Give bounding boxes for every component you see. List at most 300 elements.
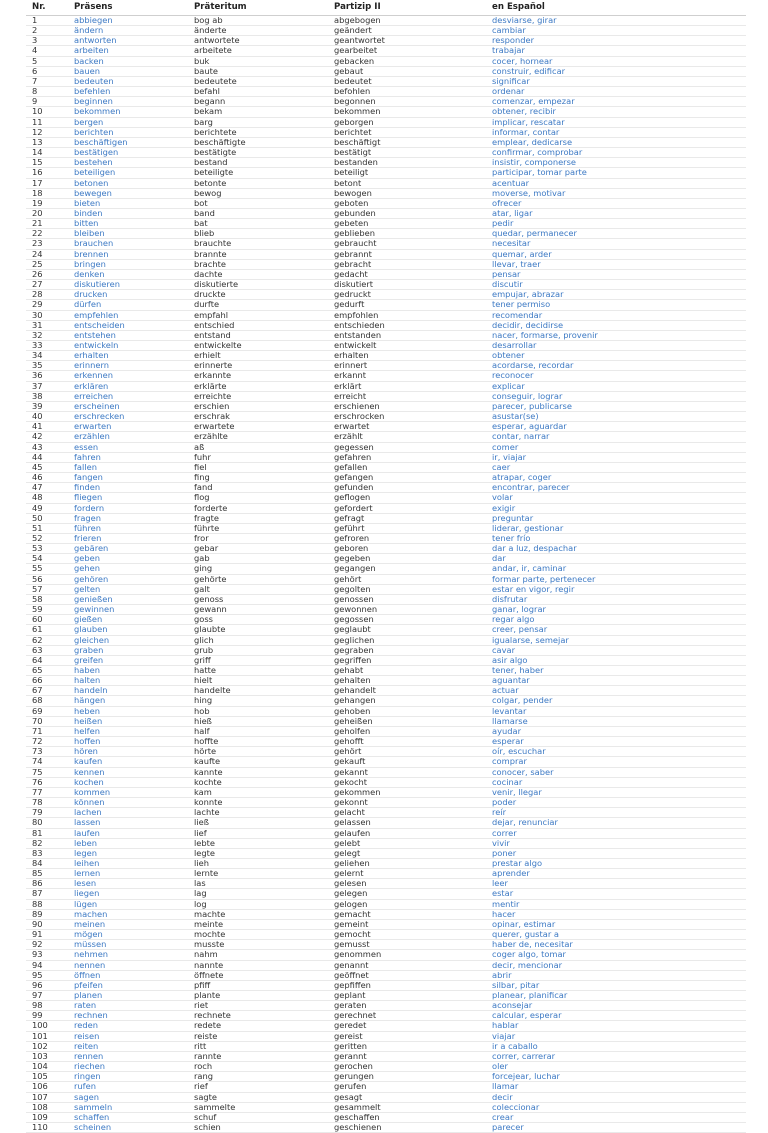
verb-praesens-link[interactable]: fordern — [68, 503, 188, 513]
verb-praesens-link[interactable]: lernen — [68, 869, 188, 879]
verb-praeteritum: mochte — [188, 930, 328, 940]
verb-praesens-link[interactable]: schaffen — [68, 1112, 188, 1122]
verb-translation-link[interactable]: querer, gustar a — [486, 930, 746, 940]
verb-praesens-link[interactable]: betonen — [68, 178, 188, 188]
verb-translation-link[interactable]: asir algo — [486, 655, 746, 665]
verb-praesens-link[interactable]: heißen — [68, 716, 188, 726]
verb-translation-link[interactable]: tener, haber — [486, 666, 746, 676]
verb-praesens-link[interactable]: brauchen — [68, 239, 188, 249]
row-number: 91 — [26, 930, 68, 940]
verb-translation-link[interactable]: recomendar — [486, 310, 746, 320]
verb-translation-link[interactable]: calcular, esperar — [486, 1011, 746, 1021]
verb-table — [26, 0, 746, 1133]
verb-translation-link[interactable]: atrapar, coger — [486, 473, 746, 483]
verb-translation-link[interactable]: abrir — [486, 970, 746, 980]
verb-translation-link[interactable]: ordenar — [486, 87, 746, 97]
verb-translation-link[interactable]: explicar — [486, 381, 746, 391]
verb-praeteritum: druckte — [188, 290, 328, 300]
verb-praesens-link[interactable]: hören — [68, 747, 188, 757]
verb-partizip: gerannt — [328, 1051, 486, 1061]
verb-praesens-link[interactable]: finden — [68, 483, 188, 493]
verb-translation-link[interactable]: poder — [486, 798, 746, 808]
verb-praesens-link[interactable]: diskutieren — [68, 280, 188, 290]
verb-praesens-link[interactable]: erschrecken — [68, 412, 188, 422]
row-number: 63 — [26, 645, 68, 655]
verb-translation-link[interactable]: aguantar — [486, 676, 746, 686]
verb-praesens-link[interactable]: bringen — [68, 259, 188, 269]
verb-translation-link[interactable]: llamarse — [486, 716, 746, 726]
verb-praesens-link[interactable]: müssen — [68, 940, 188, 950]
verb-praesens-link[interactable]: rennen — [68, 1051, 188, 1061]
verb-translation-link[interactable]: vivir — [486, 838, 746, 848]
verb-translation-link[interactable]: ayudar — [486, 726, 746, 736]
verb-praesens-link[interactable]: fragen — [68, 513, 188, 523]
verb-translation-link[interactable]: viajar — [486, 1031, 746, 1041]
verb-praesens-link[interactable]: bestätigen — [68, 148, 188, 158]
verb-praesens-link[interactable]: laufen — [68, 828, 188, 838]
table-row — [26, 655, 746, 665]
verb-translation-link[interactable]: cocinar — [486, 777, 746, 787]
verb-praeteritum: roch — [188, 1062, 328, 1072]
verb-praesens-link[interactable]: bewegen — [68, 188, 188, 198]
verb-praesens-link[interactable]: greifen — [68, 655, 188, 665]
verb-praesens-link[interactable]: erscheinen — [68, 401, 188, 411]
verb-translation-link[interactable]: dar a luz, despachar — [486, 544, 746, 554]
verb-translation-link[interactable]: estar en vigor, regir — [486, 584, 746, 594]
verb-translation-link[interactable]: asustar(se) — [486, 412, 746, 422]
verb-partizip: geändert — [328, 26, 486, 36]
verb-praeteritum: griff — [188, 655, 328, 665]
verb-translation-link[interactable]: regar algo — [486, 615, 746, 625]
verb-partizip: gemeint — [328, 919, 486, 929]
verb-translation-link[interactable]: cocer, hornear — [486, 56, 746, 66]
verb-praesens-link[interactable]: erklären — [68, 381, 188, 391]
verb-praesens-link[interactable]: bekommen — [68, 107, 188, 117]
verb-praesens-link[interactable]: kochen — [68, 777, 188, 787]
verb-translation-link[interactable]: hablar — [486, 1021, 746, 1031]
table-row — [26, 422, 746, 432]
verb-translation-link[interactable]: emplear, dedicarse — [486, 137, 746, 147]
row-number: 3 — [26, 36, 68, 46]
verb-translation-link[interactable]: caer — [486, 462, 746, 472]
verb-translation-link[interactable]: responder — [486, 36, 746, 46]
verb-translation-link[interactable]: significar — [486, 76, 746, 86]
verb-praeteritum: glich — [188, 635, 328, 645]
verb-translation-link[interactable]: pensar — [486, 269, 746, 279]
table-row — [26, 960, 746, 970]
verb-translation-link[interactable]: contar, narrar — [486, 432, 746, 442]
verb-translation-link[interactable]: crear — [486, 1112, 746, 1122]
verb-praeteritum: kam — [188, 787, 328, 797]
verb-translation-link[interactable]: opinar, estimar — [486, 919, 746, 929]
row-number: 62 — [26, 635, 68, 645]
verb-praesens-link[interactable]: gießen — [68, 615, 188, 625]
verb-praesens-link[interactable]: erzählen — [68, 432, 188, 442]
verb-partizip: gemusst — [328, 940, 486, 950]
verb-translation-link[interactable]: actuar — [486, 686, 746, 696]
verb-praeteritum: antwortete — [188, 36, 328, 46]
verb-praesens-link[interactable]: bitten — [68, 219, 188, 229]
verb-praesens-link[interactable]: handeln — [68, 686, 188, 696]
verb-praesens-link[interactable]: erreichen — [68, 391, 188, 401]
verb-praesens-link[interactable]: drucken — [68, 290, 188, 300]
verb-praesens-link[interactable]: lügen — [68, 899, 188, 909]
verb-praesens-link[interactable]: meinen — [68, 919, 188, 929]
verb-praesens-link[interactable]: lachen — [68, 808, 188, 818]
verb-praesens-link[interactable]: beteiligen — [68, 168, 188, 178]
table-row — [26, 462, 746, 472]
verb-praesens-link[interactable]: befehlen — [68, 87, 188, 97]
verb-translation-link[interactable]: acentuar — [486, 178, 746, 188]
verb-praesens-link[interactable]: führen — [68, 523, 188, 533]
verb-praeteritum: arbeitete — [188, 46, 328, 56]
row-number: 26 — [26, 269, 68, 279]
verb-translation-link[interactable]: reír — [486, 808, 746, 818]
verb-praesens-link[interactable]: bleiben — [68, 229, 188, 239]
verb-translation-link[interactable]: conseguir, lograr — [486, 391, 746, 401]
verb-translation-link[interactable]: andar, ir, caminar — [486, 564, 746, 574]
verb-praesens-link[interactable]: genießen — [68, 594, 188, 604]
verb-praesens-link[interactable]: gelten — [68, 584, 188, 594]
row-number: 10 — [26, 107, 68, 117]
row-number: 92 — [26, 940, 68, 950]
verb-translation-link[interactable]: ofrecer — [486, 198, 746, 208]
table-row — [26, 991, 746, 1001]
verb-translation-link[interactable]: esperar, aguardar — [486, 422, 746, 432]
verb-praesens-link[interactable]: rechnen — [68, 1011, 188, 1021]
verb-praeteritum: führte — [188, 523, 328, 533]
verb-praeteritum: grub — [188, 645, 328, 655]
verb-translation-link[interactable]: nacer, formarse, provenir — [486, 330, 746, 340]
verb-praesens-link[interactable]: binden — [68, 208, 188, 218]
verb-translation-link[interactable]: informar, contar — [486, 127, 746, 137]
verb-translation-link[interactable]: leer — [486, 879, 746, 889]
verb-praesens-link[interactable]: riechen — [68, 1062, 188, 1072]
verb-translation-link[interactable]: silbar, pitar — [486, 980, 746, 990]
verb-praesens-link[interactable]: dürfen — [68, 300, 188, 310]
verb-praesens-link[interactable]: leben — [68, 838, 188, 848]
verb-translation-link[interactable]: planear, planificar — [486, 991, 746, 1001]
verb-praesens-link[interactable]: bergen — [68, 117, 188, 127]
row-number: 50 — [26, 513, 68, 523]
verb-praesens-link[interactable]: öffnen — [68, 970, 188, 980]
verb-partizip: geboren — [328, 544, 486, 554]
row-number: 32 — [26, 330, 68, 340]
verb-partizip: gesammelt — [328, 1102, 486, 1112]
verb-praesens-link[interactable]: bedeuten — [68, 76, 188, 86]
row-number: 93 — [26, 950, 68, 960]
verb-praesens-link[interactable]: ändern — [68, 26, 188, 36]
verb-translation-link[interactable]: haber de, necesitar — [486, 940, 746, 950]
verb-praesens-link[interactable]: beginnen — [68, 97, 188, 107]
verb-praesens-link[interactable]: hängen — [68, 696, 188, 706]
table-row — [26, 148, 746, 158]
verb-translation-link[interactable]: preguntar — [486, 513, 746, 523]
row-number: 61 — [26, 625, 68, 635]
verb-translation-link[interactable]: coger algo, tomar — [486, 950, 746, 960]
verb-praesens-link[interactable]: legen — [68, 848, 188, 858]
row-number: 86 — [26, 879, 68, 889]
verb-praesens-link[interactable]: liegen — [68, 889, 188, 899]
verb-praesens-link[interactable]: planen — [68, 991, 188, 1001]
verb-praesens-link[interactable]: berichten — [68, 127, 188, 137]
verb-translation-link[interactable]: desarrollar — [486, 341, 746, 351]
verb-praesens-link[interactable]: sagen — [68, 1092, 188, 1102]
verb-praesens-link[interactable]: gehen — [68, 564, 188, 574]
verb-translation-link[interactable]: construir, edificar — [486, 66, 746, 76]
verb-translation-link[interactable]: coleccionar — [486, 1102, 746, 1112]
verb-partizip: gelesen — [328, 879, 486, 889]
verb-partizip: gelernt — [328, 869, 486, 879]
verb-translation-link[interactable]: desviarse, girar — [486, 16, 746, 26]
verb-praesens-link[interactable]: brennen — [68, 249, 188, 259]
verb-praesens-link[interactable]: empfehlen — [68, 310, 188, 320]
table-row — [26, 737, 746, 747]
verb-translation-link[interactable]: tener permiso — [486, 300, 746, 310]
verb-translation-link[interactable]: acordarse, recordar — [486, 361, 746, 371]
verb-praesens-link[interactable]: gleichen — [68, 635, 188, 645]
verb-partizip: geholfen — [328, 726, 486, 736]
verb-translation-link[interactable]: quedar, permanecer — [486, 229, 746, 239]
table-row — [26, 473, 746, 483]
verb-partizip: gegossen — [328, 615, 486, 625]
verb-translation-link[interactable]: discutir — [486, 280, 746, 290]
verb-translation-link[interactable]: mentir — [486, 899, 746, 909]
verb-partizip: geöffnet — [328, 970, 486, 980]
verb-translation-link[interactable]: aconsejar — [486, 1001, 746, 1011]
verb-partizip: gegangen — [328, 564, 486, 574]
verb-translation-link[interactable]: atar, ligar — [486, 208, 746, 218]
verb-praesens-link[interactable]: sammeln — [68, 1102, 188, 1112]
verb-praesens-link[interactable]: machen — [68, 909, 188, 919]
verb-translation-link[interactable]: levantar — [486, 706, 746, 716]
verb-translation-link[interactable]: venir, llegar — [486, 787, 746, 797]
row-number: 51 — [26, 523, 68, 533]
verb-translation-link[interactable]: decir, mencionar — [486, 960, 746, 970]
verb-praesens-link[interactable]: fallen — [68, 462, 188, 472]
verb-translation-link[interactable]: correr, carrerar — [486, 1051, 746, 1061]
verb-translation-link[interactable]: obtener — [486, 351, 746, 361]
verb-partizip: geredet — [328, 1021, 486, 1031]
verb-praesens-link[interactable]: abbiegen — [68, 16, 188, 26]
verb-praesens-link[interactable]: fliegen — [68, 493, 188, 503]
row-number: 107 — [26, 1092, 68, 1102]
row-number: 48 — [26, 493, 68, 503]
verb-translation-link[interactable]: liderar, gestionar — [486, 523, 746, 533]
table-row — [26, 381, 746, 391]
row-number: 54 — [26, 554, 68, 564]
row-number: 100 — [26, 1021, 68, 1031]
verb-translation-link[interactable]: obtener, recibir — [486, 107, 746, 117]
verb-praesens-link[interactable]: reden — [68, 1021, 188, 1031]
verb-translation-link[interactable]: confirmar, comprobar — [486, 148, 746, 158]
verb-partizip: bekommen — [328, 107, 486, 117]
verb-translation-link[interactable]: formar parte, pertenecer — [486, 574, 746, 584]
verb-praesens-link[interactable]: gebären — [68, 544, 188, 554]
verb-translation-link[interactable]: empujar, abrazar — [486, 290, 746, 300]
verb-praeteritum: erschrak — [188, 412, 328, 422]
row-number: 96 — [26, 980, 68, 990]
verb-praesens-link[interactable]: glauben — [68, 625, 188, 635]
verb-partizip: genannt — [328, 960, 486, 970]
verb-translation-link[interactable]: oír, escuchar — [486, 747, 746, 757]
verb-translation-link[interactable]: volar — [486, 493, 746, 503]
verb-translation-link[interactable]: cavar — [486, 645, 746, 655]
verb-praesens-link[interactable]: nennen — [68, 960, 188, 970]
verb-praesens-link[interactable]: hoffen — [68, 737, 188, 747]
verb-praeteritum: barg — [188, 117, 328, 127]
verb-praeteritum: redete — [188, 1021, 328, 1031]
verb-translation-link[interactable]: pedir — [486, 219, 746, 229]
verb-praesens-link[interactable]: bestehen — [68, 158, 188, 168]
table-row — [26, 1051, 746, 1061]
verb-praesens-link[interactable]: backen — [68, 56, 188, 66]
verb-partizip: geschaffen — [328, 1112, 486, 1122]
verb-praesens-link[interactable]: leihen — [68, 858, 188, 868]
verb-praeteritum: half — [188, 726, 328, 736]
verb-translation-link[interactable]: parecer, publicarse — [486, 401, 746, 411]
verb-translation-link[interactable]: trabajar — [486, 46, 746, 56]
verb-praesens-link[interactable]: pfeifen — [68, 980, 188, 990]
table-row — [26, 1021, 746, 1031]
verb-translation-link[interactable]: estar — [486, 889, 746, 899]
verb-translation-link[interactable]: ganar, lograr — [486, 605, 746, 615]
row-number: 25 — [26, 259, 68, 269]
verb-praesens-link[interactable]: bieten — [68, 198, 188, 208]
verb-praesens-link[interactable]: entscheiden — [68, 320, 188, 330]
verb-praesens-link[interactable]: heben — [68, 706, 188, 716]
verb-translation-link[interactable]: parecer — [486, 1123, 746, 1133]
verb-translation-link[interactable]: cambiar — [486, 26, 746, 36]
verb-translation-link[interactable]: colgar, pender — [486, 696, 746, 706]
verb-praesens-link[interactable]: nehmen — [68, 950, 188, 960]
verb-praesens-link[interactable]: frieren — [68, 533, 188, 543]
table-header — [26, 0, 746, 16]
verb-translation-link[interactable]: disfrutar — [486, 594, 746, 604]
verb-praesens-link[interactable]: haben — [68, 666, 188, 676]
verb-translation-link[interactable]: moverse, motivar — [486, 188, 746, 198]
verb-translation-link[interactable]: decir — [486, 1092, 746, 1102]
verb-translation-link[interactable]: ir a caballo — [486, 1041, 746, 1051]
verb-translation-link[interactable]: decidir, decidirse — [486, 320, 746, 330]
verb-translation-link[interactable]: llamar — [486, 1082, 746, 1092]
table-row — [26, 127, 746, 137]
verb-praesens-link[interactable]: arbeiten — [68, 46, 188, 56]
verb-translation-link[interactable]: implicar, rescatar — [486, 117, 746, 127]
verb-partizip: gerungen — [328, 1072, 486, 1082]
verb-praesens-link[interactable]: entstehen — [68, 330, 188, 340]
verb-partizip: erschrocken — [328, 412, 486, 422]
verb-praesens-link[interactable]: fahren — [68, 452, 188, 462]
verb-translation-link[interactable]: comenzar, empezar — [486, 97, 746, 107]
table-row — [26, 696, 746, 706]
verb-praeteritum: rechnete — [188, 1011, 328, 1021]
row-number: 76 — [26, 777, 68, 787]
verb-partizip: gefahren — [328, 452, 486, 462]
row-number: 21 — [26, 219, 68, 229]
verb-partizip: gelegen — [328, 889, 486, 899]
verb-praesens-link[interactable]: kommen — [68, 787, 188, 797]
verb-praesens-link[interactable]: bauen — [68, 66, 188, 76]
row-number: 69 — [26, 706, 68, 716]
verb-translation-link[interactable]: ir, viajar — [486, 452, 746, 462]
verb-translation-link[interactable]: encontrar, parecer — [486, 483, 746, 493]
verb-praesens-link[interactable]: mögen — [68, 930, 188, 940]
verb-praesens-link[interactable]: essen — [68, 442, 188, 452]
verb-translation-link[interactable]: dejar, renunciar — [486, 818, 746, 828]
verb-partizip: gefragt — [328, 513, 486, 523]
table-row — [26, 513, 746, 523]
verb-praesens-link[interactable]: beschäftigen — [68, 137, 188, 147]
verb-praesens-link[interactable]: reiten — [68, 1041, 188, 1051]
verb-praesens-link[interactable]: denken — [68, 269, 188, 279]
verb-translation-link[interactable]: comer — [486, 442, 746, 452]
verb-praesens-link[interactable]: gehören — [68, 574, 188, 584]
table-row — [26, 208, 746, 218]
verb-praesens-link[interactable]: geben — [68, 554, 188, 564]
verb-translation-link[interactable]: hacer — [486, 909, 746, 919]
verb-translation-link[interactable]: aprender — [486, 869, 746, 879]
verb-praesens-link[interactable]: antworten — [68, 36, 188, 46]
verb-praesens-link[interactable]: kaufen — [68, 757, 188, 767]
verb-praesens-link[interactable]: gewinnen — [68, 605, 188, 615]
verb-translation-link[interactable]: exigir — [486, 503, 746, 513]
verb-translation-link[interactable]: igualarse, semejar — [486, 635, 746, 645]
verb-praesens-link[interactable]: scheinen — [68, 1123, 188, 1133]
verb-translation-link[interactable]: tener frío — [486, 533, 746, 543]
verb-praeteritum: erhielt — [188, 351, 328, 361]
verb-praesens-link[interactable]: lassen — [68, 818, 188, 828]
verb-translation-link[interactable]: insistir, componerse — [486, 158, 746, 168]
verb-praesens-link[interactable]: ringen — [68, 1072, 188, 1082]
verb-praesens-link[interactable]: erkennen — [68, 371, 188, 381]
verb-translation-link[interactable]: quemar, arder — [486, 249, 746, 259]
verb-translation-link[interactable]: prestar algo — [486, 858, 746, 868]
verb-translation-link[interactable]: esperar — [486, 737, 746, 747]
verb-translation-link[interactable]: llevar, traer — [486, 259, 746, 269]
verb-praesens-link[interactable]: erhalten — [68, 351, 188, 361]
verb-praesens-link[interactable]: kennen — [68, 767, 188, 777]
table-row — [26, 361, 746, 371]
verb-praesens-link[interactable]: können — [68, 798, 188, 808]
verb-translation-link[interactable]: dar — [486, 554, 746, 564]
row-number: 11 — [26, 117, 68, 127]
verb-translation-link[interactable]: correr — [486, 828, 746, 838]
verb-translation-link[interactable]: forcejear, luchar — [486, 1072, 746, 1082]
verb-translation-link[interactable]: necesitar — [486, 239, 746, 249]
verb-partizip: beschäftigt — [328, 137, 486, 147]
verb-praesens-link[interactable]: halten — [68, 676, 188, 686]
verb-translation-link[interactable]: conocer, saber — [486, 767, 746, 777]
verb-praesens-link[interactable]: erwarten — [68, 422, 188, 432]
verb-praesens-link[interactable]: entwickeln — [68, 341, 188, 351]
verb-praesens-link[interactable]: helfen — [68, 726, 188, 736]
verb-praesens-link[interactable]: fangen — [68, 473, 188, 483]
verb-praesens-link[interactable]: raten — [68, 1001, 188, 1011]
verb-praesens-link[interactable]: graben — [68, 645, 188, 655]
verb-praesens-link[interactable]: erinnern — [68, 361, 188, 371]
verb-translation-link[interactable]: oler — [486, 1062, 746, 1072]
verb-translation-link[interactable]: creer, pensar — [486, 625, 746, 635]
verb-praesens-link[interactable]: reisen — [68, 1031, 188, 1041]
verb-translation-link[interactable]: reconocer — [486, 371, 746, 381]
verb-praesens-link[interactable]: lesen — [68, 879, 188, 889]
row-number: 68 — [26, 696, 68, 706]
verb-translation-link[interactable]: participar, tomar parte — [486, 168, 746, 178]
verb-praesens-link[interactable]: rufen — [68, 1082, 188, 1092]
verb-translation-link[interactable]: poner — [486, 848, 746, 858]
verb-translation-link[interactable]: comprar — [486, 757, 746, 767]
